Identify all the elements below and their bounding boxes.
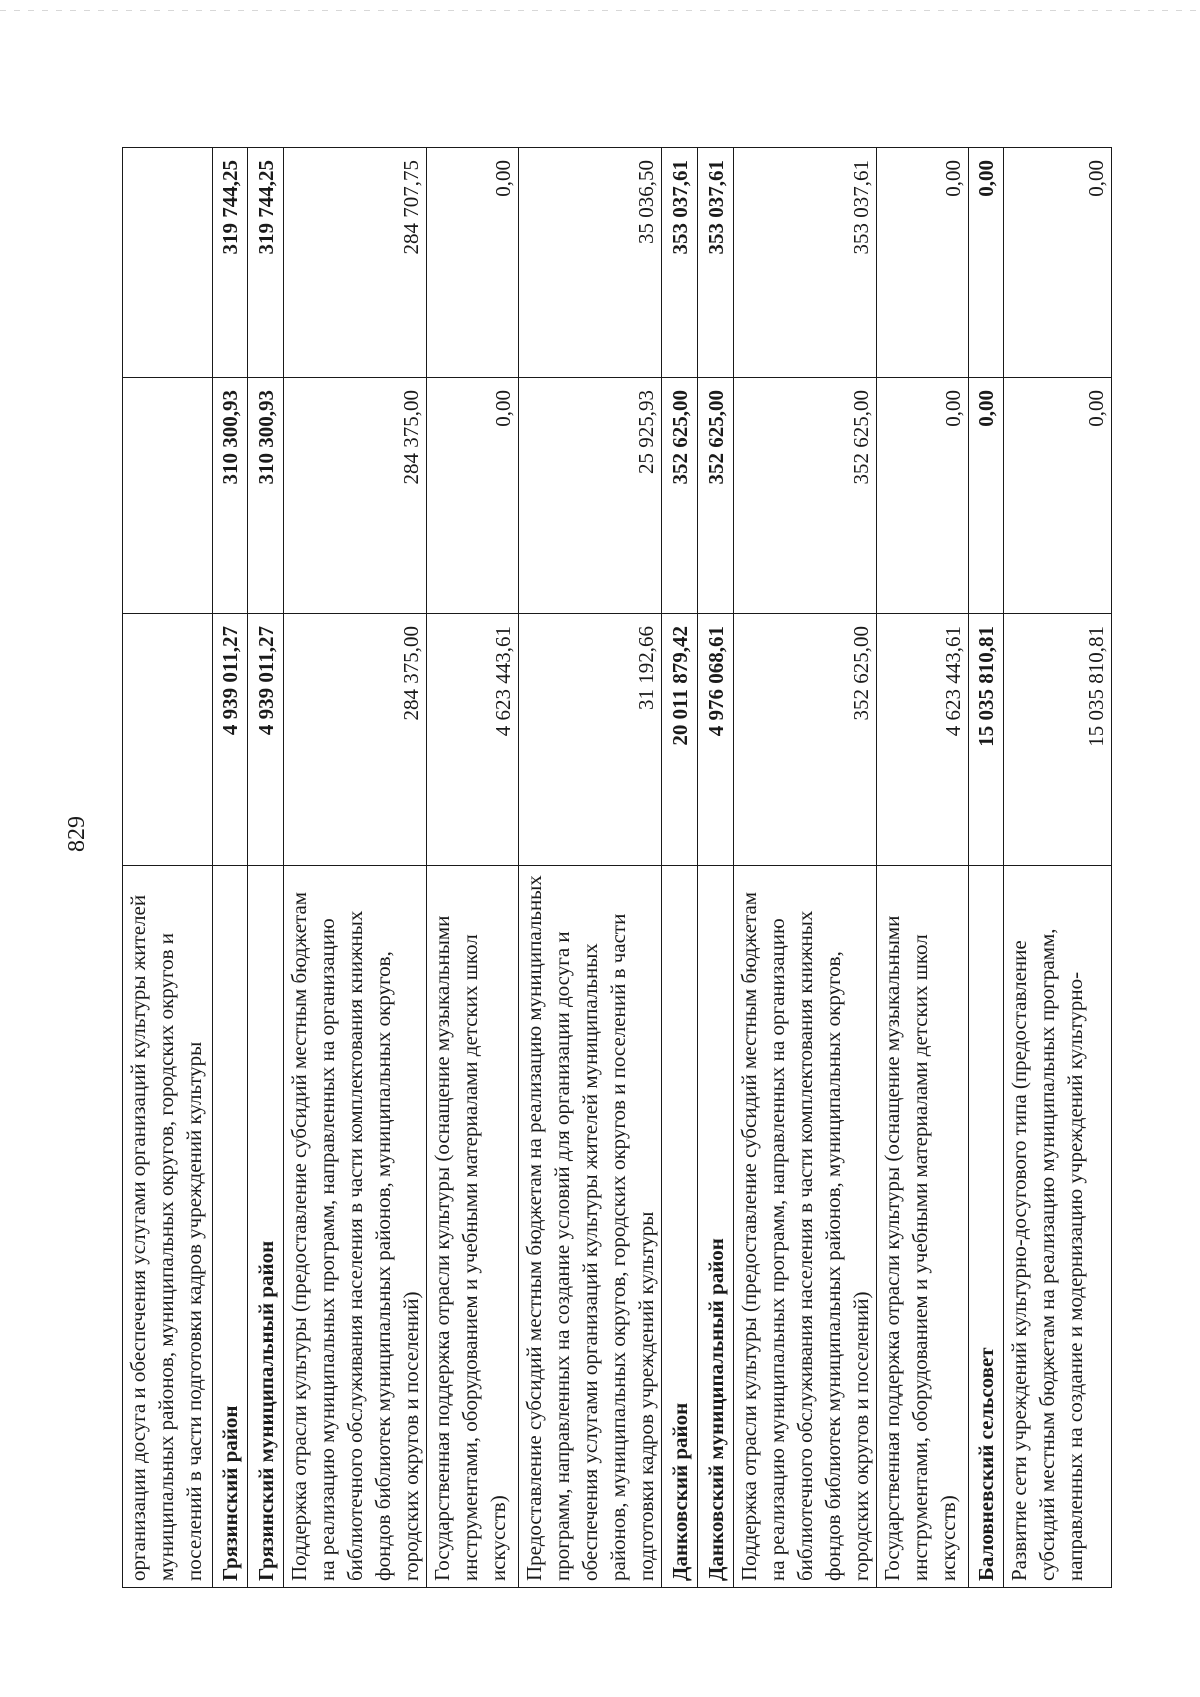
table-row [519, 148, 662, 1588]
value-cell: 353 037,61 [662, 148, 698, 378]
value-cell: 319 744,25 [248, 148, 284, 378]
value-cell: 319 744,25 [213, 148, 248, 378]
value-cell: 25 925,93 [519, 378, 662, 614]
table-row [698, 148, 734, 1588]
budget-table [122, 147, 1112, 1588]
value-cell: 284 375,00 [284, 614, 427, 866]
value-cell: 0,00 [1004, 148, 1112, 378]
value-cell [123, 614, 213, 866]
row-label-cell: Развитие сети учреждений культурно-досугового типа (предоставление субсидий местным бюджетам на реализацию муниципальных программ, направленных на создание и модернизацию учреждений культурно- [1004, 866, 1112, 1588]
table-row [734, 148, 877, 1588]
value-cell: 310 300,93 [248, 378, 284, 614]
value-cell: 4 976 068,61 [698, 614, 734, 866]
row-label-cell: Поддержка отрасли культуры (предоставление субсидий местным бюджетам на реализацию муниципальных программ, направленных на организацию библиотечного обслуживания населения в части комплектования книжных фондов библиотек муниципальных районов, муниципальных округов, городских округов и поселений) [284, 866, 427, 1588]
rotated-table-wrapper [122, 148, 1108, 1588]
table-row [248, 148, 284, 1588]
row-label-cell: Государственная поддержка отрасли культуры (оснащение музыкальными инструментами, оборудованием и учебными материалами детских школ искусств) [877, 866, 969, 1588]
table-row [123, 148, 213, 1588]
row-label-cell: Грязинский район [213, 866, 248, 1588]
table-row [969, 148, 1004, 1588]
value-cell: 0,00 [877, 148, 969, 378]
table-row [1004, 148, 1112, 1588]
value-cell: 352 625,00 [734, 378, 877, 614]
value-cell [123, 378, 213, 614]
value-cell: 31 192,66 [519, 614, 662, 866]
value-cell: 353 037,61 [734, 148, 877, 378]
value-cell: 4 939 011,27 [248, 614, 284, 866]
row-label-cell: Данковский район [662, 866, 698, 1588]
value-cell: 0,00 [427, 148, 519, 378]
value-cell: 352 625,00 [662, 378, 698, 614]
page-number: 829 [64, 816, 90, 852]
value-cell: 352 625,00 [734, 614, 877, 866]
value-cell: 4 623 443,61 [877, 614, 969, 866]
value-cell: 0,00 [969, 148, 1004, 378]
value-cell: 15 035 810,81 [1004, 614, 1112, 866]
value-cell: 35 036,50 [519, 148, 662, 378]
value-cell: 20 011 879,42 [662, 614, 698, 866]
value-cell: 4 939 011,27 [213, 614, 248, 866]
value-cell [123, 148, 213, 378]
value-cell: 284 707,75 [284, 148, 427, 378]
row-label-cell: Поддержка отрасли культуры (предоставление субсидий местным бюджетам на реализацию муниципальных программ, направленных на организацию библиотечного обслуживания населения в части комплектования книжных фондов библиотек муниципальных районов, муниципальных округов, городских округов и поселений) [734, 866, 877, 1588]
scan-edge-line [0, 10, 1200, 11]
table-row [662, 148, 698, 1588]
value-cell: 310 300,93 [213, 378, 248, 614]
row-label-cell: Государственная поддержка отрасли культуры (оснащение музыкальными инструментами, оборудованием и учебными материалами детских школ искусств) [427, 866, 519, 1588]
row-label-cell: Баловневский сельсовет [969, 866, 1004, 1588]
table-row [877, 148, 969, 1588]
value-cell: 0,00 [1004, 378, 1112, 614]
row-label-cell: Данковский муниципальный район [698, 866, 734, 1588]
value-cell: 352 625,00 [698, 378, 734, 614]
value-cell: 353 037,61 [698, 148, 734, 378]
table-row [427, 148, 519, 1588]
budget-table-body [123, 148, 1112, 1588]
row-label-cell: организации досуга и обеспечения услугами организаций культуры жителей муниципальных районов, муниципальных округов, городских округов и поселений в части подготовки кадров учреждений культуры [123, 866, 213, 1588]
value-cell: 0,00 [969, 378, 1004, 614]
table-row [213, 148, 248, 1588]
row-label-cell: Грязинский муниципальный район [248, 866, 284, 1588]
value-cell: 284 375,00 [284, 378, 427, 614]
value-cell: 0,00 [427, 378, 519, 614]
value-cell: 15 035 810,81 [969, 614, 1004, 866]
table-row [284, 148, 427, 1588]
value-cell: 4 623 443,61 [427, 614, 519, 866]
row-label-cell: Предоставление субсидий местным бюджетам на реализацию муниципальных программ, направленных на создание условий для организации досуга и обеспечения услугами организаций культуры жителей муниципальных районов, муниципальных округов, городских округов и поселений в части подготовки кадров учреждений культуры [519, 866, 662, 1588]
value-cell: 0,00 [877, 378, 969, 614]
